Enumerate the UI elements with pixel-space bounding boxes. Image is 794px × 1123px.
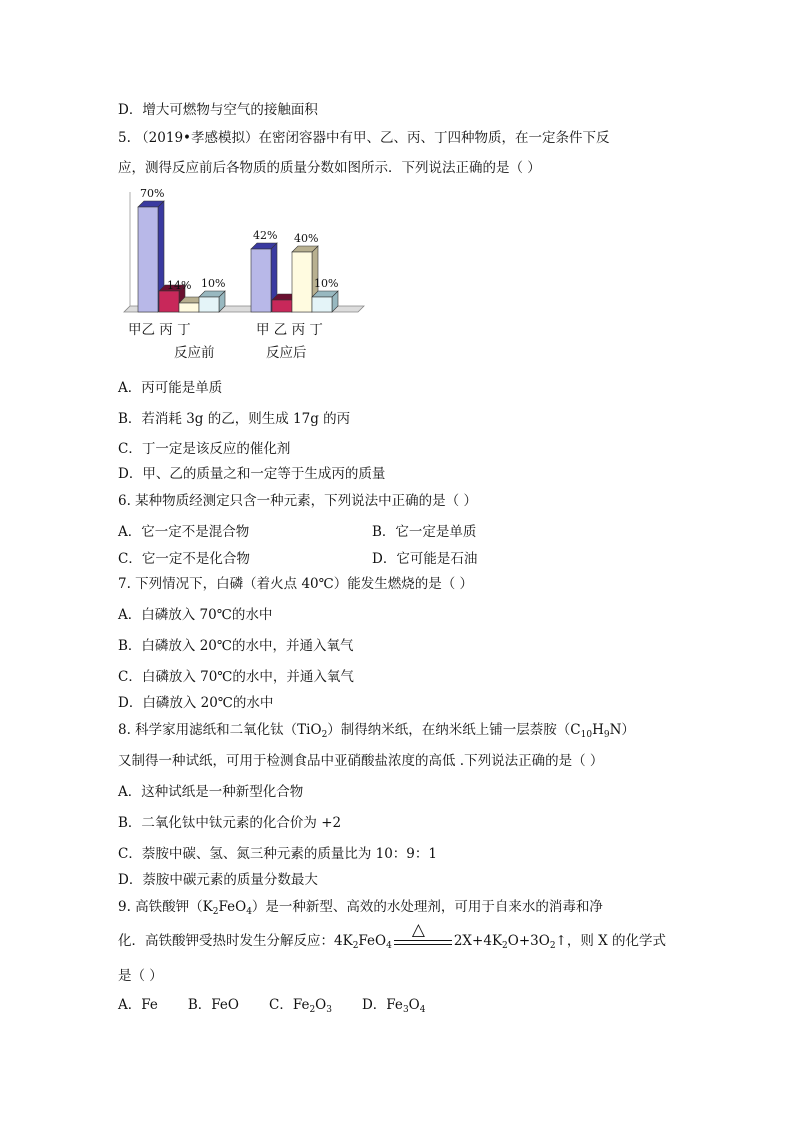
heat-triangle-icon: △: [411, 919, 425, 940]
q7-stem: 7. 下列情况下，白磷（着火点 40℃）能发生燃烧的是（ ）: [118, 576, 474, 592]
group-label-after: 反应后: [266, 345, 307, 361]
bar-label-1-3: 10%: [314, 277, 339, 290]
bar-0-3: [199, 297, 219, 312]
q6-stem: 6. 某种物质经测定只含一种元素，下列说法中正确的是（ ）: [118, 493, 477, 509]
q7-option-d: D．白磷放入 20℃的水中: [118, 695, 274, 711]
bar-1-1: [272, 300, 292, 312]
q9-option-d: D．$Fe_3O_4$: [361, 997, 426, 1015]
double-line-icon: [394, 940, 452, 945]
q9-stem-line2: 化．高铁酸钾受热时发生分解反应：$4K_2FeO_4$ △ $2X+4K_2O+3O_2↑$，则 X 的化学式: [118, 919, 667, 951]
q5-stem-line1: 5. （2019•孝感模拟）在密闭容器中有甲、乙、丙、丁四种物质，在一定条件下反: [118, 130, 610, 146]
q8-option-b: B．二氧化钛中钛元素的化合价为 +2: [118, 815, 342, 831]
q7-option-c: C．白磷放入 70℃的水中，并通入氧气: [118, 669, 354, 685]
q5-stem-line2: 应，测得反应前后各物质的质量分数如图所示．下列说法正确的是（ ）: [118, 160, 541, 176]
tick-labels-after: 甲 乙 丙 丁: [256, 322, 323, 338]
q6-option-c: C．它一定不是化合物: [118, 551, 250, 567]
bar-label-0-1: 14%: [167, 279, 192, 292]
q7-option-a: A．白磷放入 70℃的水中: [118, 607, 273, 623]
q9-option-b: B．FeO: [187, 997, 239, 1013]
q6-option-b: B．它一定是单质: [372, 524, 477, 540]
q5-option-a: A．丙可能是单质: [118, 380, 223, 396]
q9-option-a: A．Fe: [118, 997, 158, 1013]
bar-label-0-3: 10%: [201, 277, 226, 290]
q5-option-b: B．若消耗 3g 的乙，则生成 17g 的丙: [118, 411, 351, 427]
q8-stem-line1: 8. 科学家用滤纸和二氧化钛（TiO$_2$）制得纳米纸，在纳米纸上铺一层萘胺$(C_{10}H_9N)$: [118, 722, 635, 740]
bar-1-3: [312, 297, 332, 312]
tick-labels-before: 甲乙 丙 丁: [128, 322, 191, 338]
q5-option-c: C．丁一定是该反应的催化剂: [118, 441, 291, 457]
q9-options: [118, 993, 425, 1015]
q8-option-c: C．萘胺中碳、氢、氮三种元素的质量比为 10：9：1: [118, 846, 437, 862]
bar-1-2: [292, 252, 312, 312]
bar-0-0: [138, 207, 158, 312]
bar-1-0: [251, 249, 271, 312]
bar-label-0-0: 70%: [140, 187, 165, 200]
q9-stem-line3: 是（ ）: [118, 968, 163, 984]
bar-label-1-2: 40%: [294, 232, 319, 245]
q4-option-d: D．增大可燃物与空气的接触面积: [118, 102, 318, 118]
bar-0-2: [179, 303, 199, 312]
group-label-before: 反应前: [174, 345, 215, 361]
q7-option-b: B．白磷放入 20℃的水中，并通入氧气: [118, 638, 354, 654]
q6-option-a: A．它一定不是混合物: [118, 524, 250, 540]
q8-option-a: A．这种试纸是一种新型化合物: [118, 784, 304, 800]
heat-condition-arrow: [392, 919, 454, 949]
q9-stem-line1: 9. 高铁酸钾$(K_2FeO_4)$是一种新型、高效的水处理剂，可用于自来水的消毒和净: [118, 899, 603, 917]
decomposition-equation: $4K_2FeO_4$ △ $2X+4K_2O+3O_2↑$，则 X 的化学式: [334, 919, 667, 951]
q6-option-d: D．它可能是石油: [372, 551, 478, 567]
q8-option-d: D．萘胺中碳元素的质量分数最大: [118, 872, 318, 888]
q8-stem-line2: 又制得一种试纸，可用于检测食品中亚硝酸盐浓度的高低 .下列说法正确的是（ ）: [118, 753, 604, 769]
mass-fraction-bar-chart: [100, 182, 380, 367]
q5-option-d: D．甲、乙的质量之和一定等于生成丙的质量: [118, 466, 386, 482]
bar-label-1-0: 42%: [253, 229, 278, 242]
bar-0-1: [159, 291, 179, 312]
q9-option-c: C．$Fe_2O_3$: [268, 997, 332, 1015]
